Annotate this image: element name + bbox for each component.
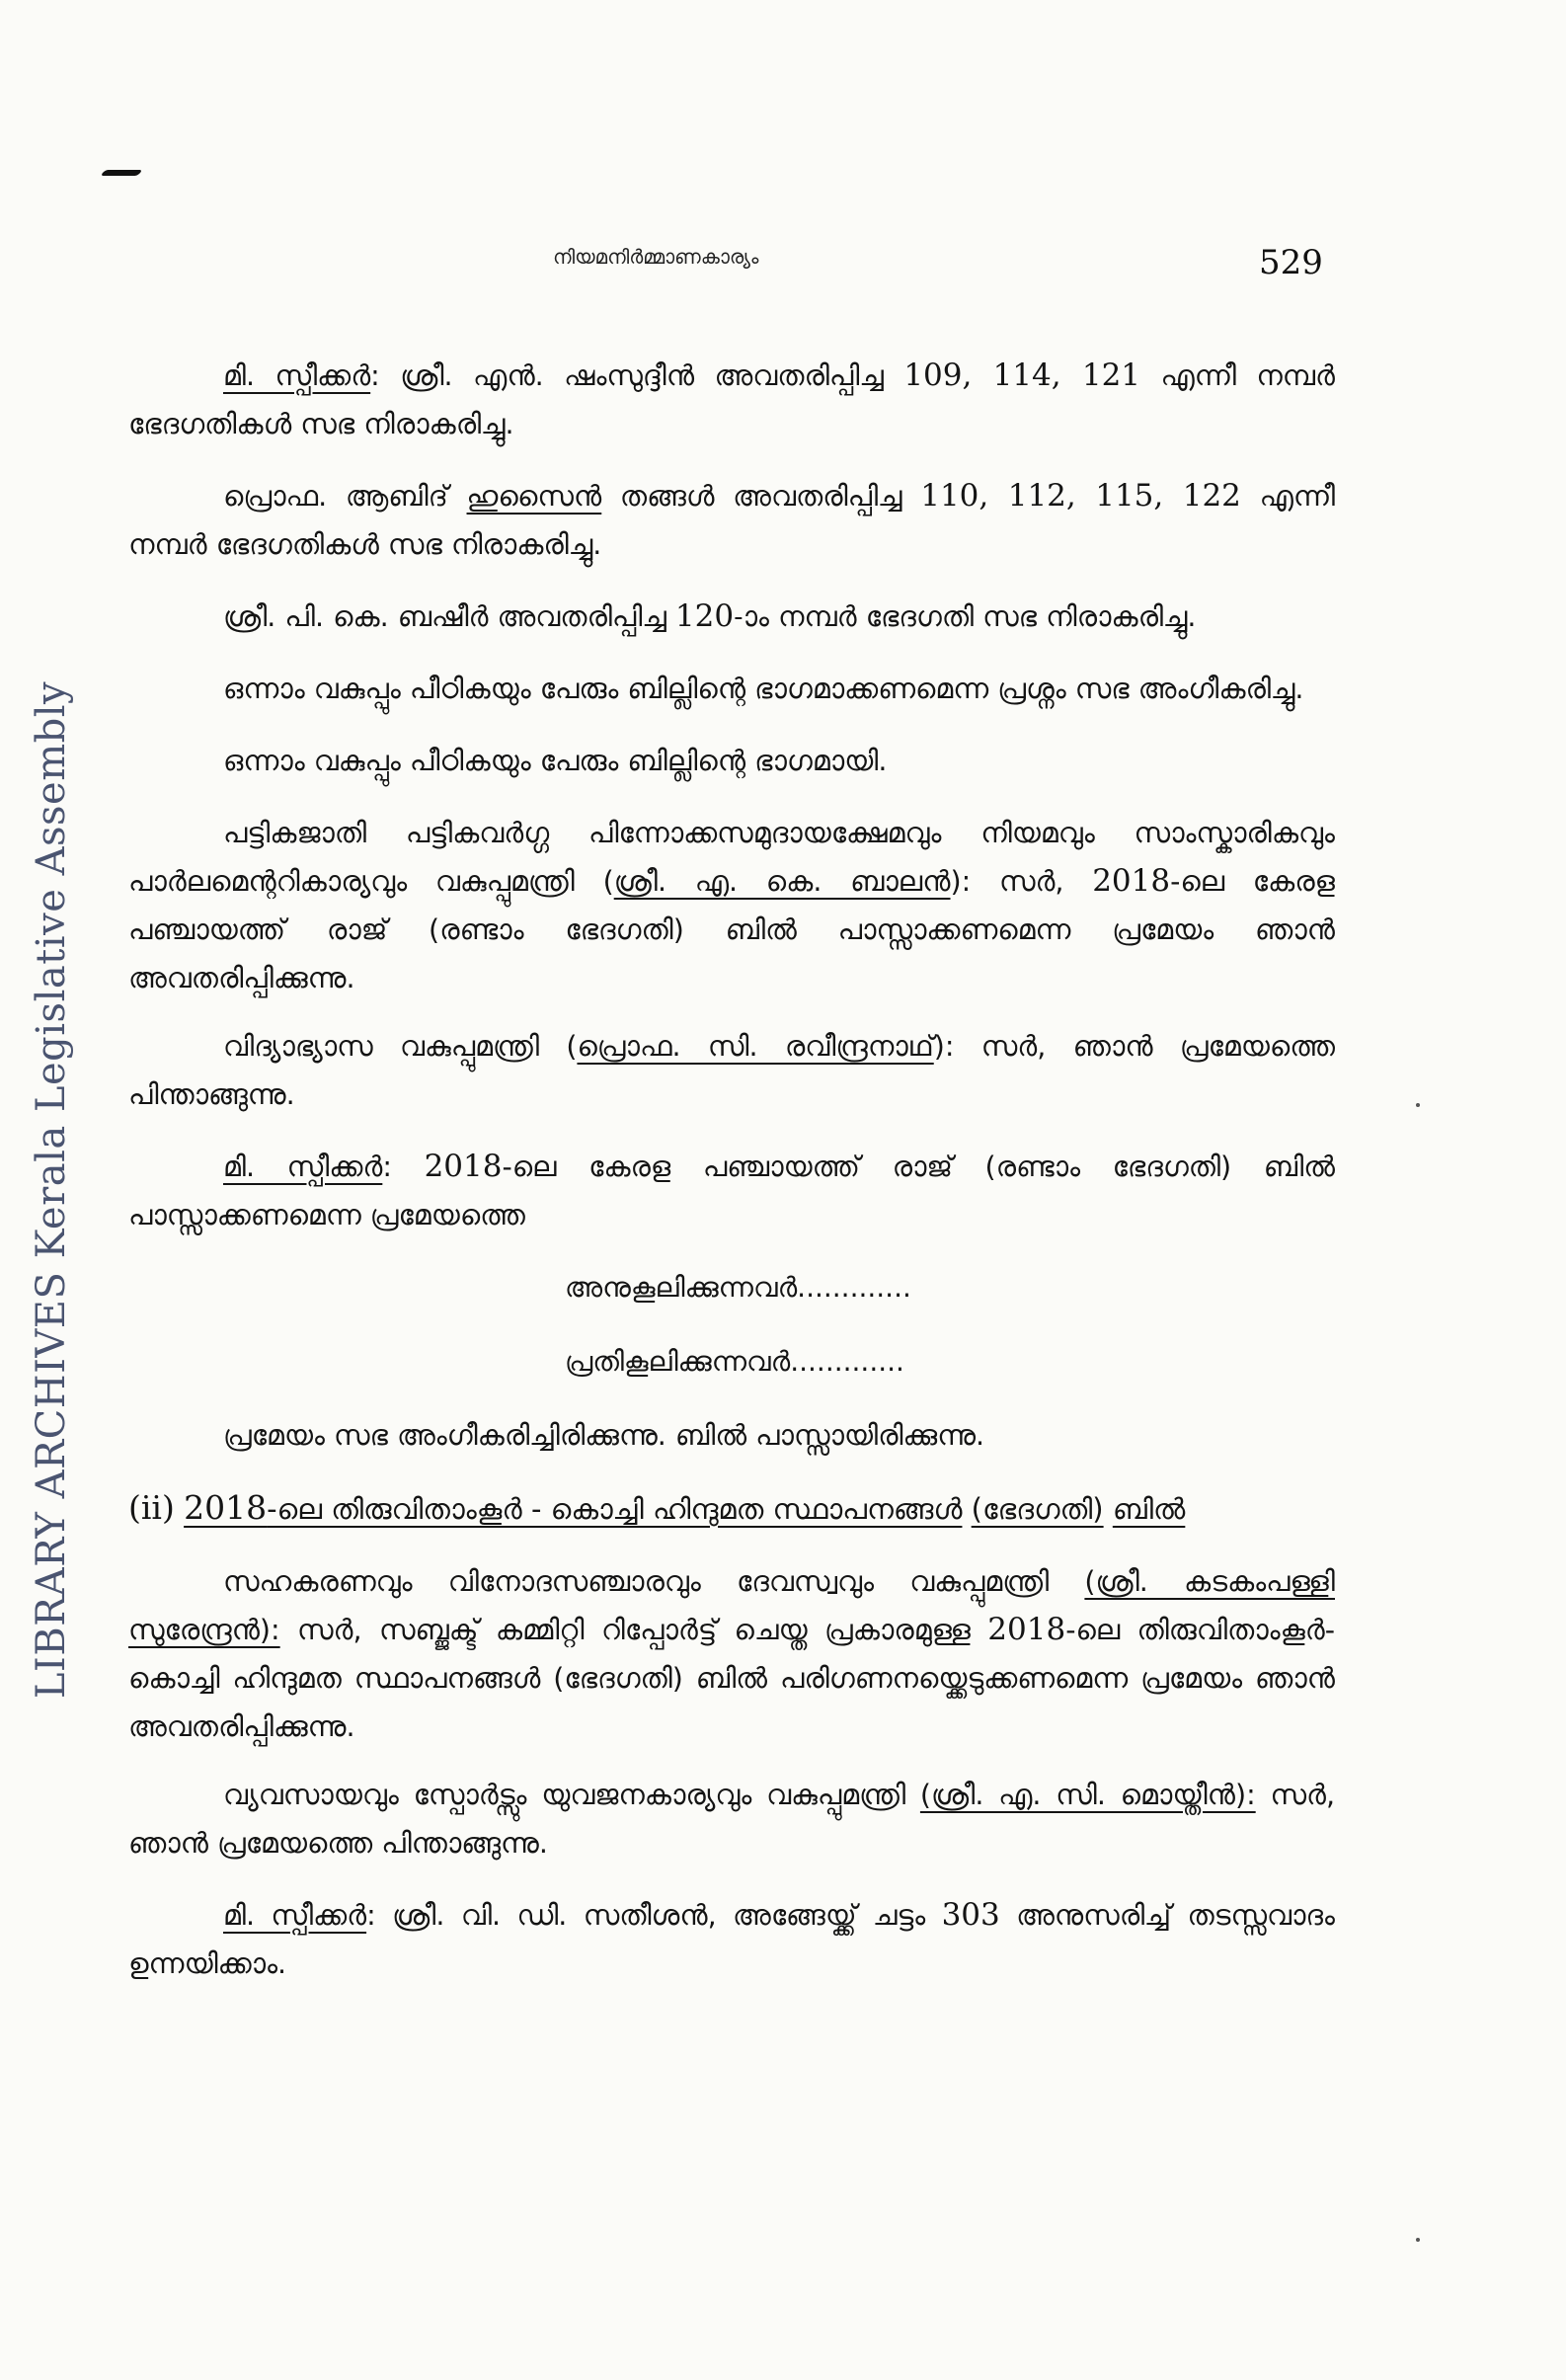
paragraph-7: വിദ്യാഭ്യാസ വകുപ്പുമന്ത്രി (പ്രൊഫ. സി. രവീന്ദ്രനാഥ്): സർ, ഞാൻ പ്രമേയത്തെ പിന്താങ്ങുന്നു. xyxy=(128,1030,1335,1111)
paragraph-9: പ്രമേയം സഭ അംഗീകരിച്ചിരിക്കുന്നു. ബിൽ പാസ്സായിരിക്കുന്നു. xyxy=(223,1419,985,1452)
minister-name: (ശ്രീ. കടകംപള്ളി സുരേന്ദ്രൻ): xyxy=(128,1565,1335,1646)
paragraph-12: മി. സ്പീക്കർ: ശ്രീ. വി. ഡി. സതീശൻ, അങ്ങേയ്ക്ക് ചട്ടം 303 അനുസരിച്ച് തടസ്സവാദം ഉന്നയിക്കാം. xyxy=(128,1897,1335,1980)
speck xyxy=(1416,2238,1420,2242)
speaker-label: മി. സ്പീക്കർ xyxy=(223,1899,367,1932)
speck xyxy=(1416,1103,1420,1107)
paragraph-4: ഒന്നാം വകുപ്പും പീഠികയും പേരും ബില്ലിന്റെ ഭാഗമാക്കണമെന്ന പ്രശ്നം സഭ അംഗീകരിച്ചു. xyxy=(223,673,1304,705)
paragraph-3: ശ്രീ. പി. കെ. ബഷീർ അവതരിപ്പിച്ച 120-ാം നമ്പർ ഭേദഗതി സഭ നിരാകരിച്ചു. xyxy=(223,598,1197,634)
section-title: 2018-ലെ തിരുവിതാംകൂർ - കൊച്ചി ഹിന്ദുമത സ്ഥാപനങ്ങൾ xyxy=(184,1488,963,1527)
amendment-numbers: 110, 112, 115, 122 xyxy=(920,478,1241,514)
section-index: (ii) xyxy=(128,1488,175,1527)
paragraph-6: പട്ടികജാതി പട്ടികവർഗ്ഗ പിന്നോക്കസമുദായക്ഷേമവും നിയമവും സാംസ്കാരികവും പാർലമെന്ററികാര്യവും വകുപ്പുമന്ത്രി (ശ്രീ. എ. കെ. ബാലൻ): സർ, 2018-ലെ കേരള പഞ്ചായത്ത് രാജ് (രണ്ടാം ഭേദഗതി) ബിൽ പാസ്സാക്കണമെന്ന പ്രമേയം ഞാൻ അവതരിപ്പിക്കുന്നു. xyxy=(128,817,1335,994)
page-body xyxy=(128,352,1335,2012)
running-header-title: നിയമനിർമ്മാണകാര്യം xyxy=(553,245,759,269)
minister-name: പ്രൊഫ. സി. രവീന്ദ്രനാഥ് xyxy=(577,1030,934,1063)
speaker-label: മി. സ്പീക്കർ xyxy=(223,1150,383,1183)
section-bill: ബിൽ xyxy=(1112,1492,1186,1526)
minister-name: ശ്രീ. എ. കെ. ബാലൻ xyxy=(613,865,951,898)
paragraph-1: മി. സ്പീക്കർ: ശ്രീ. എൻ. ഷംസുദ്ദീൻ അവതരിപ്പിച്ച 109, 114, 121 എന്നീ നമ്പർ ഭേദഗതികൾ സഭ നിരാകരിച്ചു. xyxy=(128,357,1335,440)
archive-watermark: LIBRARY ARCHIVES Kerala Legislative Assembly xyxy=(29,680,74,1700)
paragraph-5: ഒന്നാം വകുപ്പും പീഠികയും പേരും ബില്ലിന്റെ ഭാഗമായി. xyxy=(223,745,888,777)
paragraph-8: മി. സ്പീക്കർ: 2018-ലെ കേരള പഞ്ചായത്ത് രാജ് (രണ്ടാം ഭേദഗതി) ബിൽ പാസ്സാക്കണമെന്ന പ്രമേയത്തെ xyxy=(128,1149,1335,1231)
paragraph-2: പ്രൊഫ. ആബിദ് ഹുസൈൻ തങ്ങൾ അവതരിപ്പിച്ച 110, 112, 115, 122 എന്നീ നമ്പർ ഭേദഗതികൾ സഭ നിരാകരിച്ചു. xyxy=(128,478,1335,561)
speaker-label: മി. സ്പീക്കർ xyxy=(223,359,371,392)
year: 2018 xyxy=(424,1149,503,1184)
vote-for-line: അനുകൂലിക്കുന്നവർ............. xyxy=(565,1271,911,1304)
amendment-numbers: 109, 114, 121 xyxy=(903,357,1141,393)
section-amendment: (ഭേദഗതി) xyxy=(971,1492,1104,1526)
section-heading xyxy=(128,1483,1335,1534)
year: 2018 xyxy=(1092,863,1171,899)
page-number: 529 xyxy=(1259,243,1323,282)
minister-name: (ശ്രീ. എ. സി. മൊയ്തീൻ): xyxy=(919,1779,1256,1811)
margin-mark xyxy=(100,170,142,176)
rule-number: 303 xyxy=(941,1897,1000,1933)
amendment-number: 120 xyxy=(674,598,735,634)
paragraph-10: സഹകരണവും വിനോദസഞ്ചാരവും ദേവസ്വവും വകുപ്പുമന്ത്രി (ശ്രീ. കടകംപള്ളി സുരേന്ദ്രൻ): സർ, സബ്ജക്ട് കമ്മിറ്റി റിപ്പോർട്ട് ചെയ്ത പ്രകാരമുള്ള 2018-ലെ തിരുവിതാംകൂർ-കൊച്ചി ഹിന്ദുമത സ്ഥാപനങ്ങൾ (ഭേദഗതി) ബിൽ പരിഗണനയ്ക്കെടുക്കണമെന്ന പ്രമേയം ഞാൻ അവതരിപ്പിക്കുന്നു. xyxy=(128,1565,1335,1743)
vote-against-line: പ്രതികൂലിക്കുന്നവർ............. xyxy=(565,1345,904,1378)
year: 2018 xyxy=(987,1612,1066,1647)
member-name: ഹുസൈൻ xyxy=(466,480,602,513)
paragraph-11: വ്യവസായവും സ്പോർട്സും യുവജനകാര്യവും വകുപ്പുമന്ത്രി (ശ്രീ. എ. സി. മൊയ്തീൻ): സർ, ഞാൻ പ്രമേയത്തെ പിന്താങ്ങുന്നു. xyxy=(128,1779,1335,1860)
